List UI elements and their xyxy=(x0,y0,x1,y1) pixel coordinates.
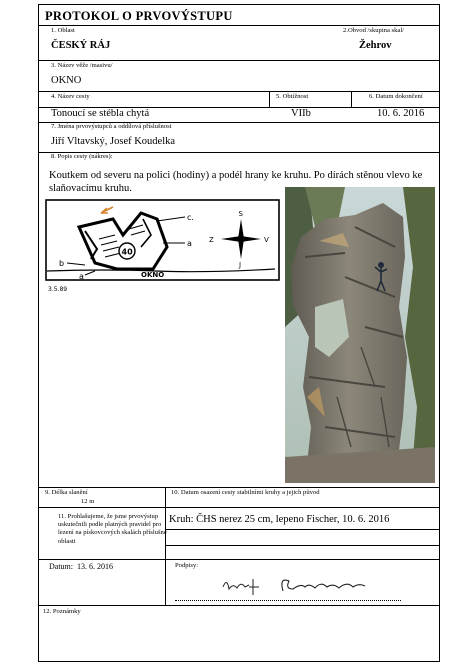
divider xyxy=(165,545,439,546)
osazeni-label: 10. Datum osazení cesty stabilními kruhy a jejich původ xyxy=(171,489,320,496)
datum-label: Datum: xyxy=(49,562,73,571)
divider xyxy=(39,507,439,508)
sketch-letter-c: c. xyxy=(187,213,194,222)
signatures xyxy=(219,573,389,601)
datum-dokonceni-value: 10. 6. 2016 xyxy=(377,108,425,119)
sketch-date-note: 3.5.89 xyxy=(48,286,68,293)
sketch-letter-a2: a xyxy=(79,272,84,281)
divider xyxy=(165,487,166,507)
sketch-tower-name: OKNO xyxy=(141,271,165,279)
sketch-letter-b: b xyxy=(59,259,65,268)
divider xyxy=(39,605,439,606)
slaneni-label: 9. Délka slanění xyxy=(45,489,88,496)
podpisy-label: Podpisy: xyxy=(175,562,199,569)
compass-north: S xyxy=(238,210,243,218)
divider xyxy=(39,25,439,26)
obtiznost-label: 5. Obtížnost xyxy=(276,93,309,100)
oblast-value: ČESKÝ RÁJ xyxy=(51,40,111,51)
cesta-value: Tonoucí se stébla chytá xyxy=(51,108,150,119)
route-photo xyxy=(285,187,435,483)
divider xyxy=(269,91,270,107)
obtiznost-value: VIIb xyxy=(291,108,311,119)
poznamky-label: 12. Poznámky xyxy=(43,608,81,615)
route-sketch xyxy=(45,199,280,293)
cesta-label: 4. Název cesty xyxy=(51,93,90,100)
compass-west: Z xyxy=(209,236,214,244)
obvod-value: Žehrov xyxy=(359,40,392,51)
datum-value: 13. 6. 2016 xyxy=(77,562,113,571)
signature-line xyxy=(175,600,401,601)
vez-value: OKNO xyxy=(51,75,82,86)
oblast-label: 1. Oblast xyxy=(51,27,75,34)
popis-label: 8. Popis cesty (nákres): xyxy=(51,153,113,160)
divider xyxy=(39,60,439,61)
form-frame xyxy=(38,4,440,662)
vez-label: 3. Název věže /masivu/ xyxy=(51,62,113,69)
sketch-route-number: 40 xyxy=(121,247,133,257)
prohlaseni-text: 11. Prohlašujeme, že jsme prvovýstup uskutečnili podle platných pravidel pro lezení na pískovcových skalách příslušné oblasti xyxy=(58,513,167,545)
divider xyxy=(39,559,439,560)
divider xyxy=(39,487,439,488)
osazeni-value: Kruh: ČHS nerez 25 cm, lepeno Fischer, 10. 6. 2016 xyxy=(169,514,390,525)
compass-south: J xyxy=(239,261,242,269)
slaneni-value: 12 m xyxy=(81,498,95,505)
compass-east: V xyxy=(264,236,269,244)
divider xyxy=(39,91,439,92)
prvovystupci-value: Jiří Vltavský, Josef Koudelka xyxy=(51,136,176,147)
obvod-label: 2.Obvod /skupina skal/ xyxy=(343,27,404,34)
popis-text: Koutkem od severu na polici (hodiny) a podél hrany ke kruhu. Po dírách stěnou vlevo ke slaňovacímu kruhu. xyxy=(49,170,423,194)
datum-dokonceni-label: 6. Datum dokončení xyxy=(369,93,423,100)
sketch-letter-a: a xyxy=(187,239,192,248)
prvovystupci-label: 7. Jména prvovýstupců a oddílová příslušnost xyxy=(51,123,172,130)
divider xyxy=(351,91,352,107)
form-title: PROTOKOL O PRVOVÝSTUPU xyxy=(45,9,233,23)
divider xyxy=(165,529,439,530)
divider xyxy=(165,559,166,605)
